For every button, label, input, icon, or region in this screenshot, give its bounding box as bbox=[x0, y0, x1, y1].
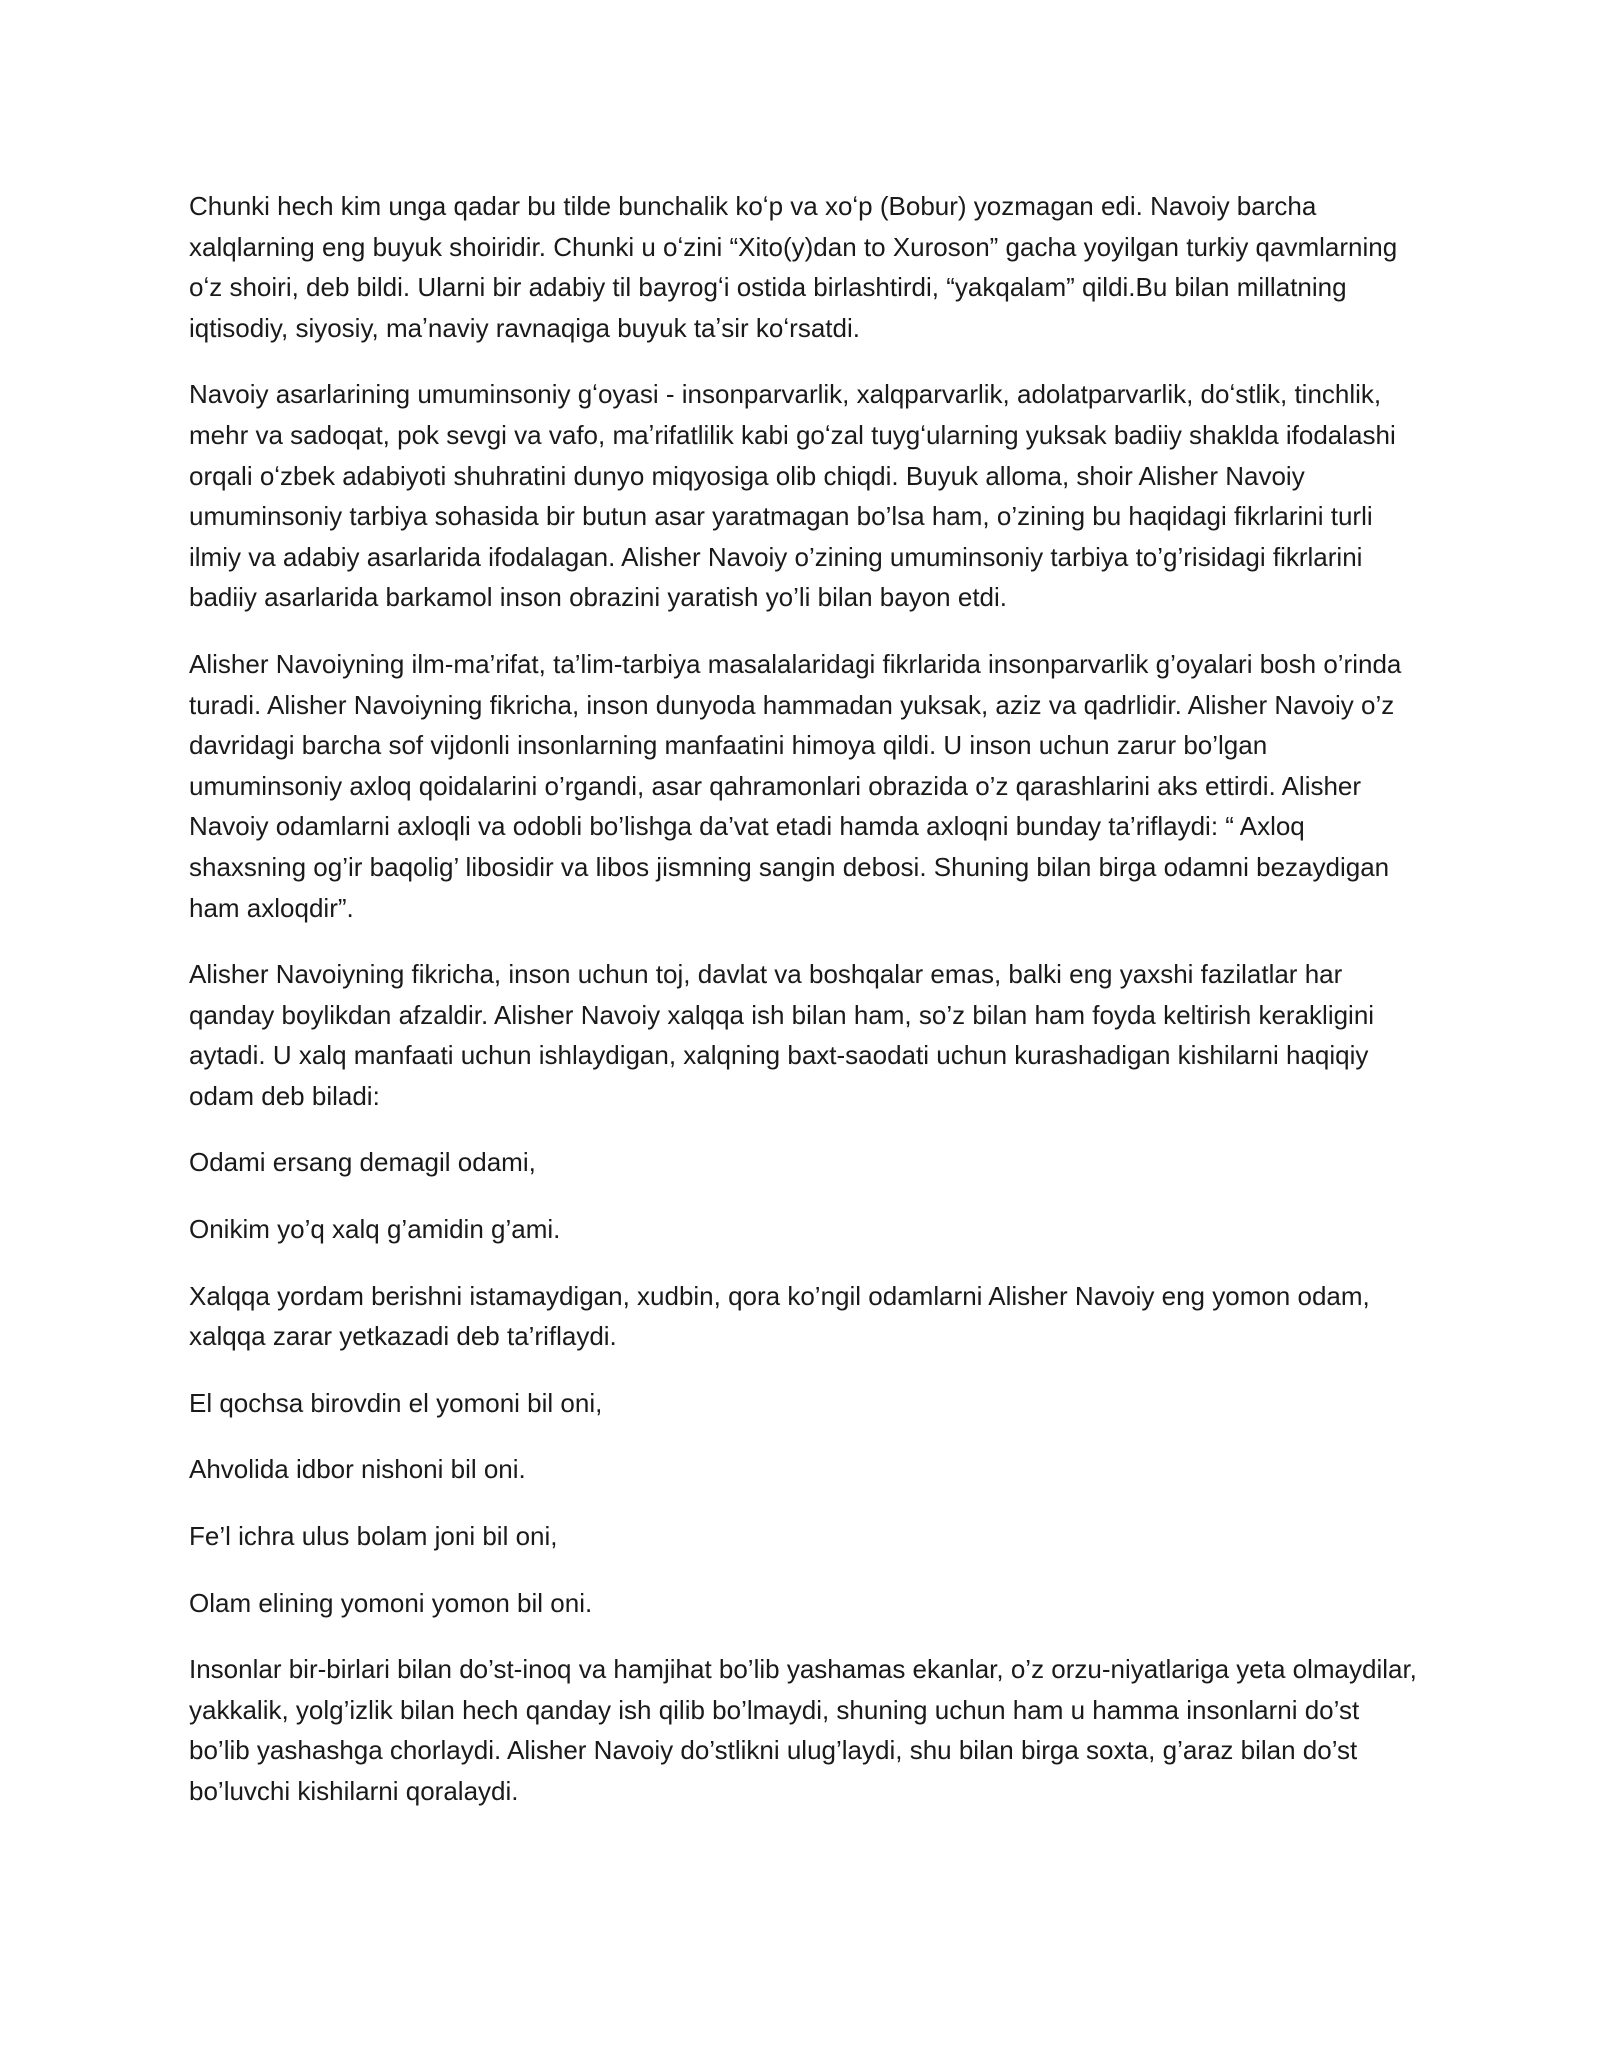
verse-line-3: El qochsa birovdin el yomoni bil oni, bbox=[189, 1387, 603, 1418]
verse-line-5: Fe’l ichra ulus bolam joni bil oni, bbox=[189, 1521, 558, 1552]
verse-line-4: Ahvolida idbor nishoni bil oni. bbox=[189, 1454, 526, 1485]
paragraph-3: Alisher Navoiyning ilm-ma’rifat, ta’lim-tarbiya masalalaridagi fikrlarida insonparvarlik g’oyalari bosh o’rinda turadi. Alisher Navoiyning fikricha, inson dunyoda hammadan yuksak, aziz va qadrlidir. Alisher Navoiy o’z davridagi barcha sof vijdonli insonlarning manfaatini himoya qildi. U inson uchun zarur bo’lgan umuminsoniy axloq qoidalarini o’rgandi, asar qahramonlari obrazida o’z qarashlarini aks ettirdi. Alisher Navoiy odamlarni axloqli va odobli bo’lishga da’vat etadi hamda axloqni bunday ta’riflaydi: “ Axloq shaxsning og’ir baqolig’ libosidir va libos jismning sangin debosi. Shuning bilan birga odamni bezaydigan ham axloqdir”. bbox=[189, 648, 1402, 923]
verse-line-2: Onikim yo’q xalq g’amidin g’ami. bbox=[189, 1214, 561, 1245]
paragraph-4: Alisher Navoiyning fikricha, inson uchun toj, davlat va boshqalar emas, balki eng yaxshi fazilatlar har qanday boylikdan afzaldir. Alisher Navoiy xalqqa ish bilan ham, so’z bilan ham foyda keltirish kerakligini aytadi. U xalq manfaati uchun ishlaydigan, xalqning baxt-saodati uchun kurashadigan kishilarni haqiqiy odam deb biladi: bbox=[189, 959, 1375, 1111]
paragraph-1: Chunki hech kim unga qadar bu tilde bunchalik koʻp va xoʻp (Bobur) yozmagan edi. Navoiy barcha xalqlarning eng buyuk shoiridir. Chunki u oʻzini “Xito(y)dan to Xuroson” gacha yoyilgan turkiy qavmlarning oʻz shoiri, deb bildi. Ularni bir adabiy til bayrogʻi ostida birlashtirdi, “yakqalam” qildi.Bu bilan millatning iqtisodiy, siyosiy, maʼnaviy ravnaqiga buyuk taʼsir koʻrsatdi. bbox=[189, 191, 1398, 343]
document-body bbox=[189, 186, 1419, 1838]
paragraph-6: Insonlar bir-birlari bilan do’st-inoq va hamjihat bo’lib yashamas ekanlar, o’z orzu-niyatlariga yeta olmaydilar, yakkalik, yolg’izlik bilan hech qanday ish qilib bo’lmaydi, shuning uchun ham u hamma insonlarni do’st bo’lib yashashga chorlaydi. Alisher Navoiy do’stlikni ulug’laydi, shu bilan birga soxta, g’araz bilan do’st bo’luvchi kishilarni qoralaydi. bbox=[189, 1654, 1417, 1806]
verse-line-6: Olam elining yomoni yomon bil oni. bbox=[189, 1587, 593, 1618]
paragraph-2: Navoiy asarlarining umuminsoniy gʻoyasi - insonparvarlik, xalqparvarlik, adolatparvarlik, doʻstlik, tinchlik, mehr va sadoqat, pok sevgi va vafo, maʼrifatlilik kabi goʻzal tuygʻularning yuksak badiiy shaklda ifodalashi orqali oʻzbek adabiyoti shuhratini dunyo miqyosiga olib chiqdi. Buyuk alloma, shoir Alisher Navoiy umuminsoniy tarbiya sohasida bir butun asar yaratmagan bo’lsa ham, o’zining bu haqidagi fikrlarini turli ilmiy va adabiy asarlarida ifodalagan. Alisher Navoiy o’zining umuminsoniy tarbiya to’g’risidagi fikrlarini badiiy asarlarida barkamol inson obrazini yaratish yo’li bilan bayon etdi. bbox=[189, 379, 1396, 613]
paragraph-5: Xalqqa yordam berishni istamaydigan, xudbin, qora ko’ngil odamlarni Alisher Navoiy eng yomon odam, xalqqa zarar yetkazadi deb ta’riflaydi. bbox=[189, 1280, 1370, 1352]
verse-line-1: Odami ersang demagil odami, bbox=[189, 1147, 536, 1178]
